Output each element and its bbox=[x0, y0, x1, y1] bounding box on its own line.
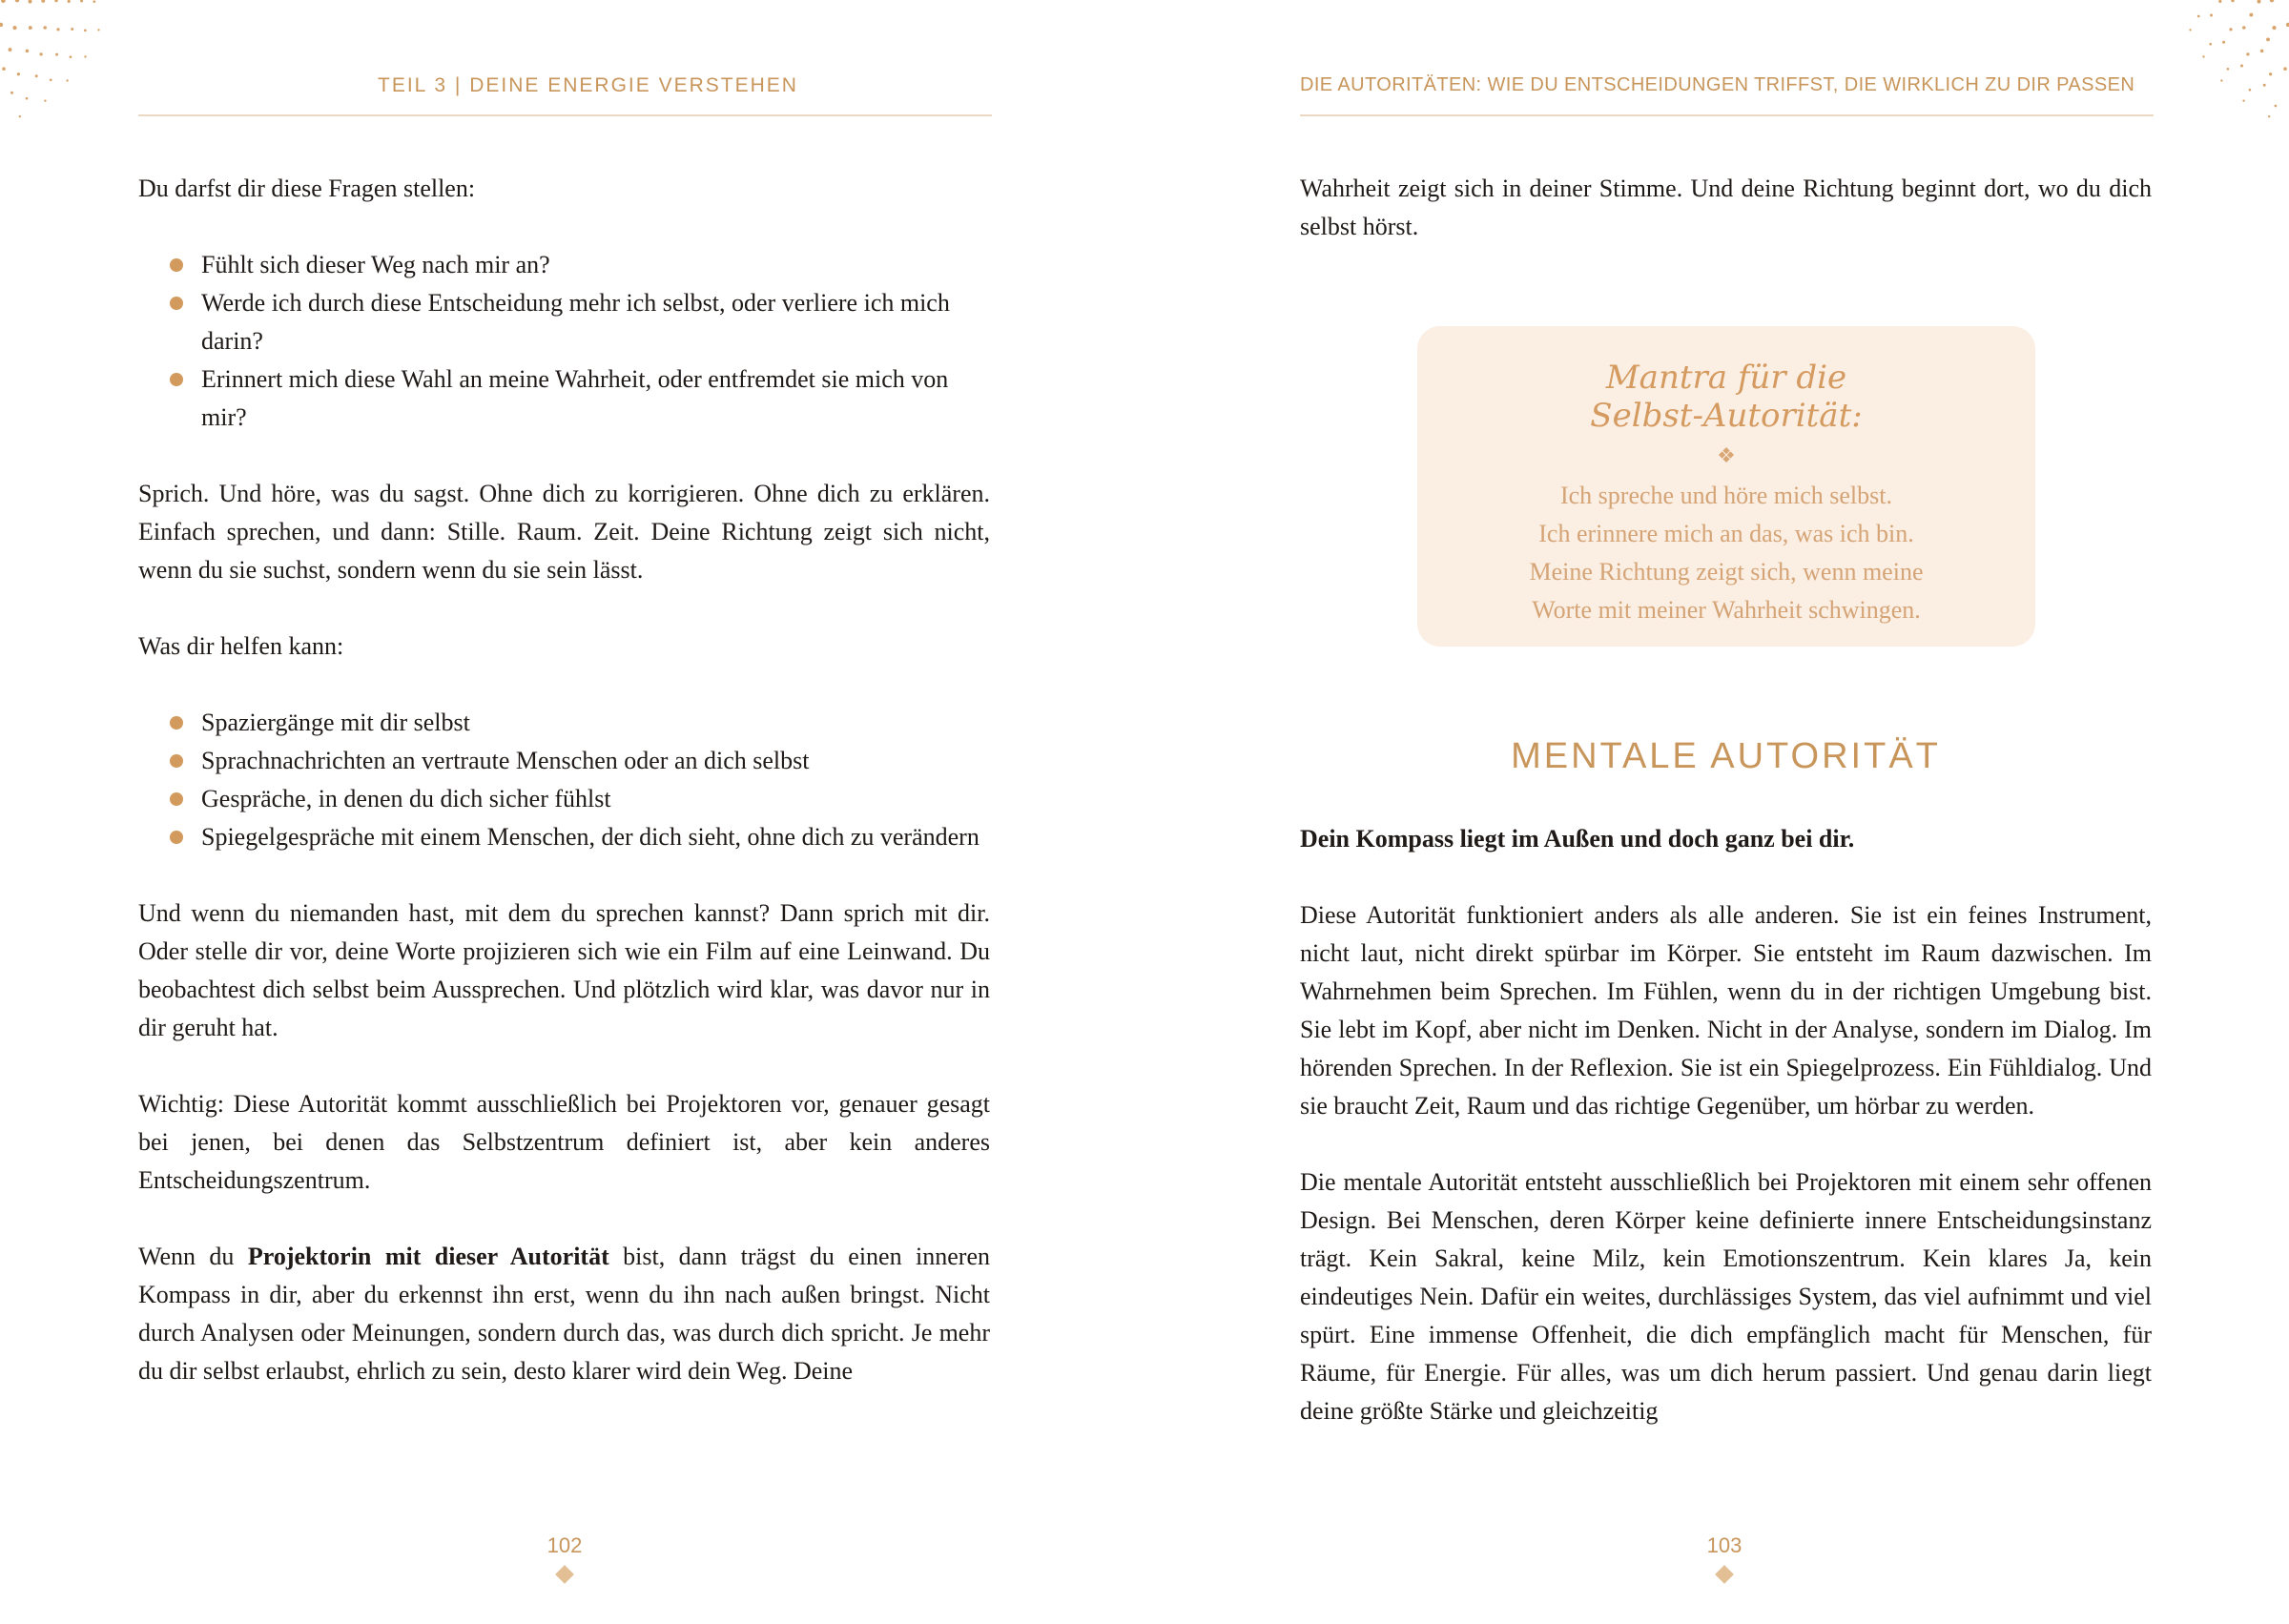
bullet-icon bbox=[170, 831, 183, 844]
bullet-icon bbox=[170, 792, 183, 806]
subheading: Dein Kompass liegt im Außen und doch ganz bei dir. bbox=[1300, 825, 1855, 853]
running-head: TEIL 3 | DEINE ENERGIE VERSTEHEN bbox=[378, 74, 798, 96]
ornament-icon: ❖ bbox=[1717, 443, 1736, 467]
right-page-continuation bbox=[1300, 170, 2152, 246]
header-rule bbox=[1300, 114, 2154, 116]
paragraph-continuation: Wahrheit zeigt sich in deiner Stimme. Und deine Richtung beginnt dort, wo du dich selbst hörst. bbox=[1300, 175, 2152, 240]
paragraph-important: Wichtig: Diese Autorität kommt ausschließlich bei Projektoren vor, genauer gesagt bei jenen, bei denen das Selbstzentrum definiert ist, aber kein anderes Entscheidungszentrum. bbox=[138, 1090, 990, 1194]
bullet-icon bbox=[170, 297, 183, 310]
intro-helpers: Was dir helfen kann: bbox=[138, 632, 344, 660]
page-number: 102 bbox=[546, 1533, 583, 1557]
question-list bbox=[138, 246, 990, 437]
running-head: DIE AUTORITÄTEN: WIE DU ENTSCHEIDUNGEN TRIFFST, DIE WIRKLICH ZU DIR PASSEN bbox=[1300, 74, 2135, 95]
helper-list bbox=[138, 704, 990, 856]
list-item: Erinnert mich diese Wahl an meine Wahrheit, oder entfremdet sie mich von mir? bbox=[138, 360, 990, 437]
paragraph-projector: Wenn du Projektorin mit dieser Autorität bist, dann trägst du einen inneren Kompass in dir, aber du erkennst ihn erst, wenn du ihn nach außen bringst. Nicht durch Analysen oder Meinungen, sondern durch das, was durch dich spricht. Je mehr du dir selbst erlaubst, ehrlich zu sein, desto klarer wird dein Weg. Deine bbox=[138, 1243, 991, 1385]
page-number: 103 bbox=[1706, 1533, 1743, 1557]
list-item: Spiegelgespräche mit einem Menschen, der dich sieht, ohne dich zu verändern bbox=[138, 818, 990, 856]
mantra-title: Mantra für die Selbst-Autorität: bbox=[1590, 359, 1863, 435]
section-heading: MENTALE AUTORITÄT bbox=[1511, 736, 1941, 776]
right-page bbox=[1144, 0, 2289, 1624]
list-item: Gespräche, in denen du dich sicher fühlst bbox=[138, 780, 990, 818]
paragraph-1: Diese Autorität funktioniert anders als alle anderen. Sie ist ein feines Instrument, nicht laut, nicht direkt spürbar im Körper. Sie entsteht im Raum dazwischen. Im Wahrnehmen beim Sprechen. Im Fühlen, wenn du in der richtigen Umgebung bist. Sie lebt im Kopf, aber nicht im Denken. Nicht in der Analyse, sondern im Dialog. Im hörenden Sprechen. In der Reflexion. Sie ist ein Spiegelprozess. Ein Fühldialog. Und sie braucht Zeit, Raum und das richtige Gegenüber, um hörbar zu werden. bbox=[1300, 901, 2152, 1120]
diamond-icon bbox=[1715, 1565, 1734, 1584]
paragraph-alone: Und wenn du niemanden hast, mit dem du sprechen kannst? Dann sprich mit dir. Oder stelle dir vor, deine Worte projizieren sich wie ein Film auf eine Leinwand. Du beobachtest dich selbst beim Aussprechen. Und plötzlich wird klar, was davor nur in dir geruht hat. bbox=[138, 899, 990, 1041]
bold-phrase: Projektorin mit dieser Autorität bbox=[247, 1243, 609, 1270]
right-page-body bbox=[1300, 820, 2152, 1430]
mantra-text: Ich spreche und höre mich selbst. Ich erinnere mich an das, was ich bin. Meine Richtung zeigt sich, wenn meine Worte mit meiner Wahrheit schwingen. bbox=[1529, 482, 1924, 624]
list-item: Werde ich durch diese Entscheidung mehr ich selbst, oder verliere ich mich darin? bbox=[138, 284, 990, 360]
bullet-icon bbox=[170, 716, 183, 730]
bullet-icon bbox=[170, 258, 183, 272]
intro-questions: Du darfst dir diese Fragen stellen: bbox=[138, 175, 476, 202]
header-rule bbox=[138, 114, 992, 116]
diamond-icon bbox=[555, 1565, 574, 1584]
list-item: Sprachnachrichten an vertraute Menschen oder an dich selbst bbox=[138, 742, 990, 780]
mantra-box bbox=[1417, 326, 2035, 647]
bullet-icon bbox=[170, 754, 183, 768]
list-item: Spaziergänge mit dir selbst bbox=[138, 704, 990, 742]
paragraph-2: Die mentale Autorität entsteht ausschließlich bei Projektoren mit einem sehr offenen Design. Bei Menschen, deren Körper keine definierte innere Entscheidungsinstanz trägt. Kein Sakral, keine Milz, kein Emotionszentrum. Kein klares Ja, kein eindeutiges Nein. Dafür ein weites, durchlässiges System, das viel aufnimmt und viel spürt. Eine immense Offenheit, die dich empfänglich macht für Menschen, für Räume, für Energie. Für alles, was um dich herum passiert. Und genau darin liegt deine größte Stärke und gleichzeitig bbox=[1300, 1168, 2152, 1425]
paragraph-speak: Sprich. Und höre, was du sagst. Ohne dich zu korrigieren. Ohne dich zu erklären. Einfach sprechen, und dann: Stille. Raum. Zeit. Deine Richtung zeigt sich nicht, wenn du sie suchst, sondern wenn du sie sein lässt. bbox=[138, 480, 990, 584]
left-page bbox=[0, 0, 1144, 1624]
left-page-body bbox=[138, 170, 990, 1390]
bullet-icon bbox=[170, 373, 183, 386]
list-item: Fühlt sich dieser Weg nach mir an? bbox=[138, 246, 990, 284]
